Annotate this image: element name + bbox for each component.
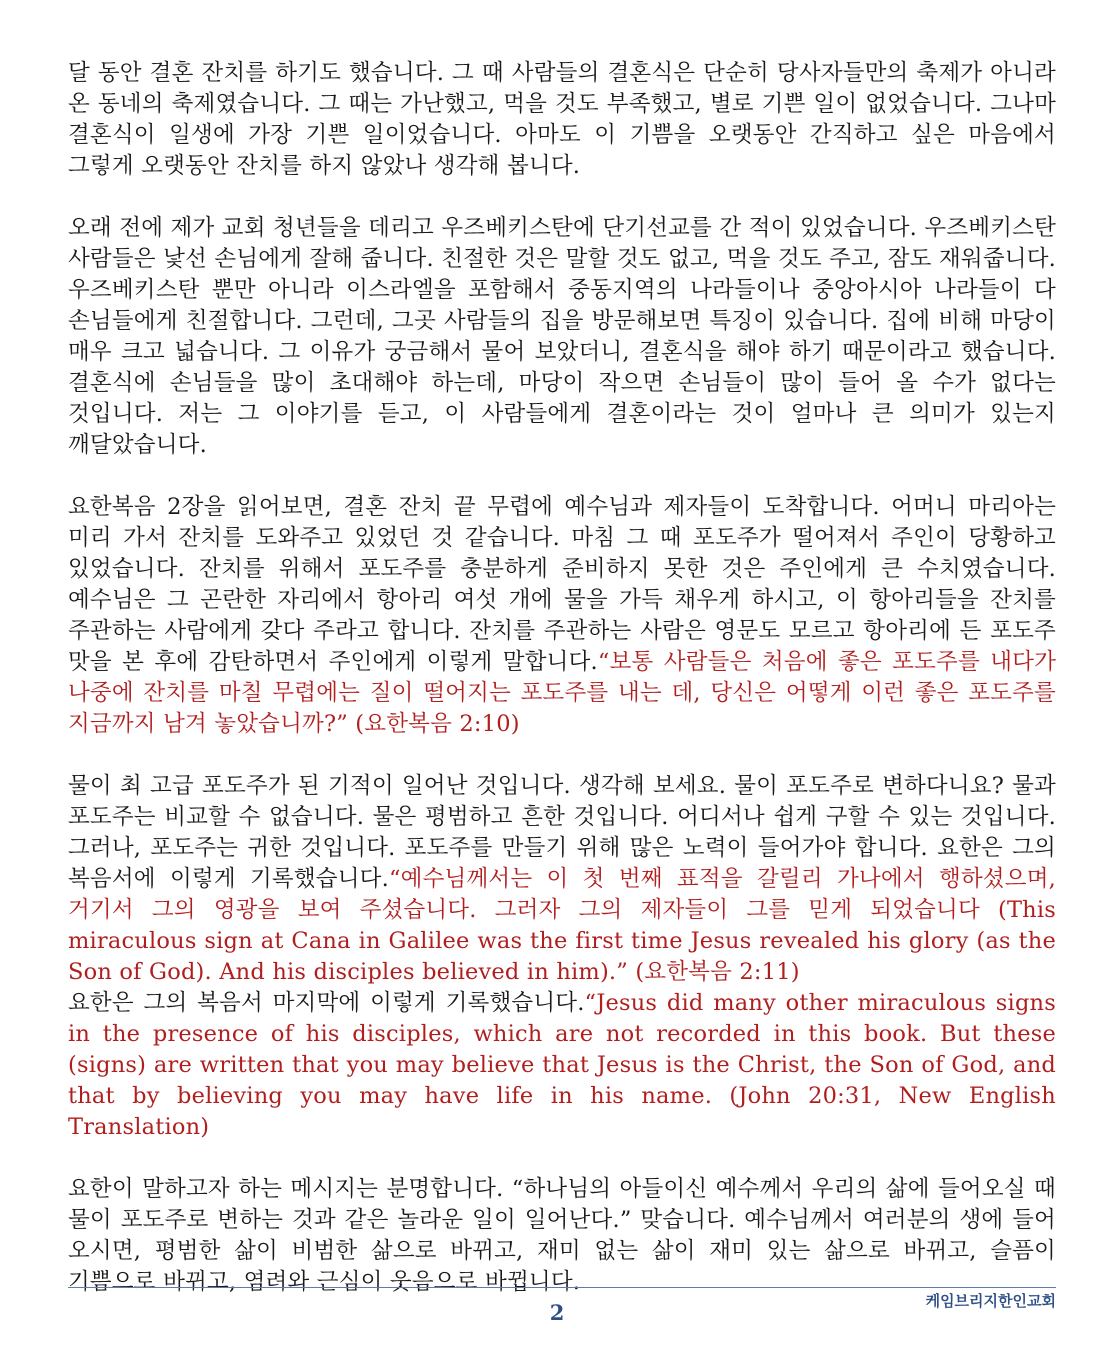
- footer-church-name: 케임브리지한인교회: [925, 1292, 1056, 1310]
- paragraph-text: 요한복음 2장을 읽어보면, 결혼 잔치 끝 무렵에 예수님과 제자들이 도착합니다. 어머니 마리아는 미리 가서 잔치를 도와주고 있었던 것 같습니다. 마침 그 때 포도주가 떨어져서 주인이 당황하고 있었습니다. 잔치를 위해서 포도주를 충분하게 준비하지 못한 것은 주인에게 큰 수치였습니다. 예수님은 그 곤란한 자리에서 항아리 여섯 개에 물을 가득 채우게 하시고, 이 항아리들을 잔치를 주관하는 사람에게 갖다 주라고 합니다. 잔치를 주관하는 사람은 영문도 모르고 항아리에 든 포도주 맛을 본 후에 감탄하면서 주인에게 이렇게 말합니다.: [68, 494, 1056, 675]
- paragraph-john-20: [68, 988, 1056, 1143]
- paragraph-john-2: [68, 492, 1056, 740]
- paragraph-text: 달 동안 결혼 잔치를 하기도 했습니다. 그 때 사람들의 결혼식은 단순히 당사자들만의 축제가 아니라 온 동네의 축제였습니다. 그 때는 가난했고, 먹을 것도 부족했고, 별로 기쁜 일이 없었습니다. 그나마 결혼식이 일생에 가장 기쁜 일이었습니다. 아마도 이 기쁨을 오랫동안 간직하고 싶은 마음에서 그렇게 오랫동안 잔치를 하지 않았나 생각해 봅니다.: [68, 60, 1056, 179]
- scripture-quote-john-2-10: “보통 사람들은 처음에 좋은 포도주를 내다가 나중에 잔치를 마칠 무렵에는 질이 떨어지는 포도주를 내는 데, 당신은 어떻게 이런 좋은 포도주를 지금까지 남겨 놓았습니까?” (요한복음 2:10): [68, 649, 1056, 737]
- document-page: [68, 58, 1056, 1329]
- paragraph-miracle: [68, 771, 1056, 988]
- footer-divider: [68, 1287, 1056, 1288]
- paragraph-message: [68, 1174, 1056, 1298]
- paragraph-text: 요한은 그의 복음서 마지막에 이렇게 기록했습니다.: [68, 990, 585, 1016]
- paragraph-text: 오래 전에 제가 교회 청년들을 데리고 우즈베키스탄에 단기선교를 간 적이 있었습니다. 우즈베키스탄 사람들은 낯선 손님에게 잘해 줍니다. 친절한 것은 말할 것도 없고, 먹을 것도 주고, 잠도 재워줍니다. 우즈베키스탄 뿐만 아니라 이스라엘을 포함해서 중동지역의 나라들이나 중앙아시아 나라들이 다 손님들에게 친절합니다. 그런데, 그곳 사람들의 집을 방문해보면 특징이 있습니다. 집에 비해 마당이 매우 크고 넓습니다. 그 이유가 궁금해서 물어 보았더니, 결혼식을 해야 하기 때문이라고 했습니다. 결혼식에 손님들을 많이 초대해야 하는데, 마당이 작으면 손님들이 많이 들어 올 수가 없다는 것입니다. 저는 그 이야기를 듣고, 이 사람들에게 결혼이라는 것이 얼마나 큰 의미가 있는지 깨달았습니다.: [68, 215, 1056, 458]
- scripture-quote-john-20-31: “Jesus did many other miraculous signs in the presence of his disciples, which are not recorded in this book. But these (signs) are written that you may believe that Jesus is the Christ, the Son of God, and that by believing you may have life in his name. (John 20:31, New English Translation): [68, 990, 1056, 1140]
- paragraph-text: 요한이 말하고자 하는 메시지는 분명합니다. “하나님의 아들이신 예수께서 우리의 삶에 들어오실 때 물이 포도주로 변하는 것과 같은 놀라운 일이 일어난다.” 맞습니다. 예수님께서 여러분의 생에 들어 오시면, 평범한 삶이 비범한 삶으로 바뀌고, 재미 없는 삶이 재미 있는 삶으로 바뀌고, 슬픔이 기쁨으로 바뀌고, 염려와 근심이 웃음으로 바뀝니다.: [68, 1176, 1056, 1295]
- paragraph-wedding-feast: [68, 58, 1056, 182]
- paragraph-text: 물이 최 고급 포도주가 된 기적이 일어난 것입니다. 생각해 보세요. 물이 포도주로 변하다니요? 물과 포도주는 비교할 수 없습니다. 물은 평범하고 흔한 것입니다. 어디서나 쉽게 구할 수 있는 것입니다. 그러나, 포도주는 귀한 것입니다. 포도주를 만들기 위해 많은 노력이 들어가야 합니다. 요한은 그의 복음서에 이렇게 기록했습니다.: [68, 773, 1056, 892]
- page-number: 2: [549, 1300, 565, 1325]
- scripture-quote-john-2-11: “예수님께서는 이 첫 번째 표적을 갈릴리 가나에서 행하셨으며, 거기서 그의 영광을 보여 주셨습니다. 그러자 그의 제자들이 그를 믿게 되었습니다 (This miraculous sign at Cana in Galilee was the first time Jesus revealed his glory (as the Son of God). And his disciples believed in him).” (요한복음 2:11): [68, 866, 1056, 985]
- paragraph-uzbekistan: [68, 213, 1056, 461]
